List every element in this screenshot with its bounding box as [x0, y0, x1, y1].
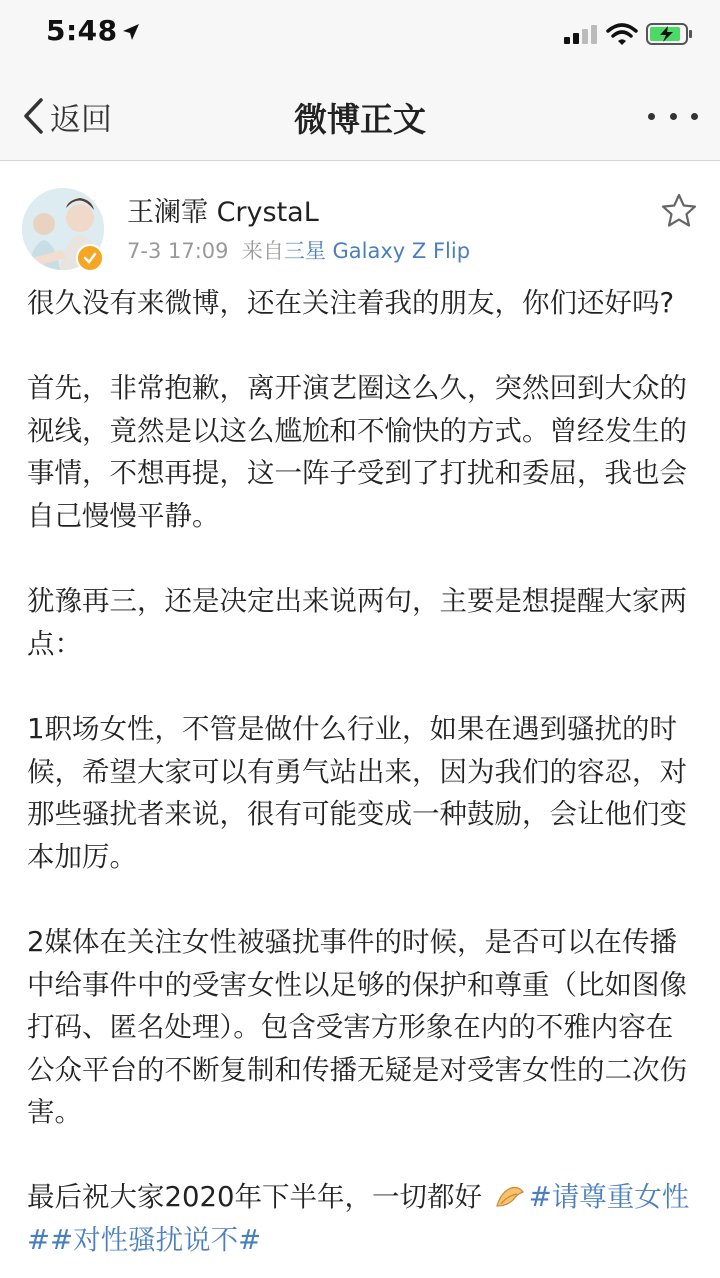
- post-time: 7-3 17:09: [127, 239, 229, 263]
- more-options-button[interactable]: [648, 106, 698, 126]
- post-paragraph: 很久没有来微博，还在关注着我的朋友，你们还好吗?: [27, 287, 675, 319]
- post-paragraph: 2媒体在关注女性被骚扰事件的时候，是否可以在传播中给事件中的受害女性以足够的保护和尊重（比如图像打码、匿名处理）。包含受害方形象在内的不雅内容在公众平台的不断复制和传播无疑是对受害女性的二次伤害。: [27, 925, 687, 1129]
- status-time: 5:48: [46, 14, 140, 47]
- post-paragraph: 1职场女性，不管是做什么行业，如果在遇到骚扰的时候，希望大家可以有勇气站出来，因为我们的容忍，对那些骚扰者来说，很有可能变成一种鼓励，会让他们变本加厉。: [27, 712, 687, 873]
- location-arrow-icon: [122, 23, 140, 41]
- topic-link[interactable]: #对性骚扰说不#: [50, 1224, 262, 1257]
- more-dot-icon: [648, 113, 655, 120]
- page-title: 微博正文: [294, 100, 426, 139]
- more-dot-icon: [670, 113, 677, 120]
- status-bar: [0, 0, 720, 70]
- favorite-star-icon[interactable]: [660, 192, 698, 230]
- signal-icon: [564, 24, 600, 44]
- post-header: [0, 180, 720, 280]
- wifi-icon: [606, 22, 638, 46]
- more-dot-icon: [691, 113, 698, 120]
- post-closing: [27, 1176, 699, 1261]
- topic-link[interactable]: #请尊重女性#: [27, 1181, 690, 1257]
- battery-charging-icon: [646, 22, 694, 46]
- verified-badge-icon: [76, 244, 104, 272]
- back-label: 返回: [50, 101, 112, 138]
- source-device[interactable]: 三星 Galaxy Z Flip: [283, 239, 471, 263]
- source-prefix: 来自: [241, 239, 284, 263]
- author-name[interactable]: 王澜霏 CrystaL: [127, 197, 319, 228]
- post-paragraph: 犹豫再三，还是决定出来说两句，主要是想提醒大家两点：: [27, 585, 687, 660]
- praying-hands-emoji-icon: [493, 1182, 527, 1210]
- post-meta: [127, 235, 470, 265]
- closing-text: 最后祝大家2020年下半年，一切都好: [27, 1181, 482, 1214]
- post-body: [27, 282, 699, 1262]
- post-paragraph: 首先，非常抱歉，离开演艺圈这么久，突然回到大众的视线，竟然是以这么尴尬和不愉快的方式。曾经发生的事情，不想再提，这一阵子受到了打扰和委屈，我也会自己慢慢平静。: [27, 372, 687, 532]
- nav-bar: [0, 70, 720, 161]
